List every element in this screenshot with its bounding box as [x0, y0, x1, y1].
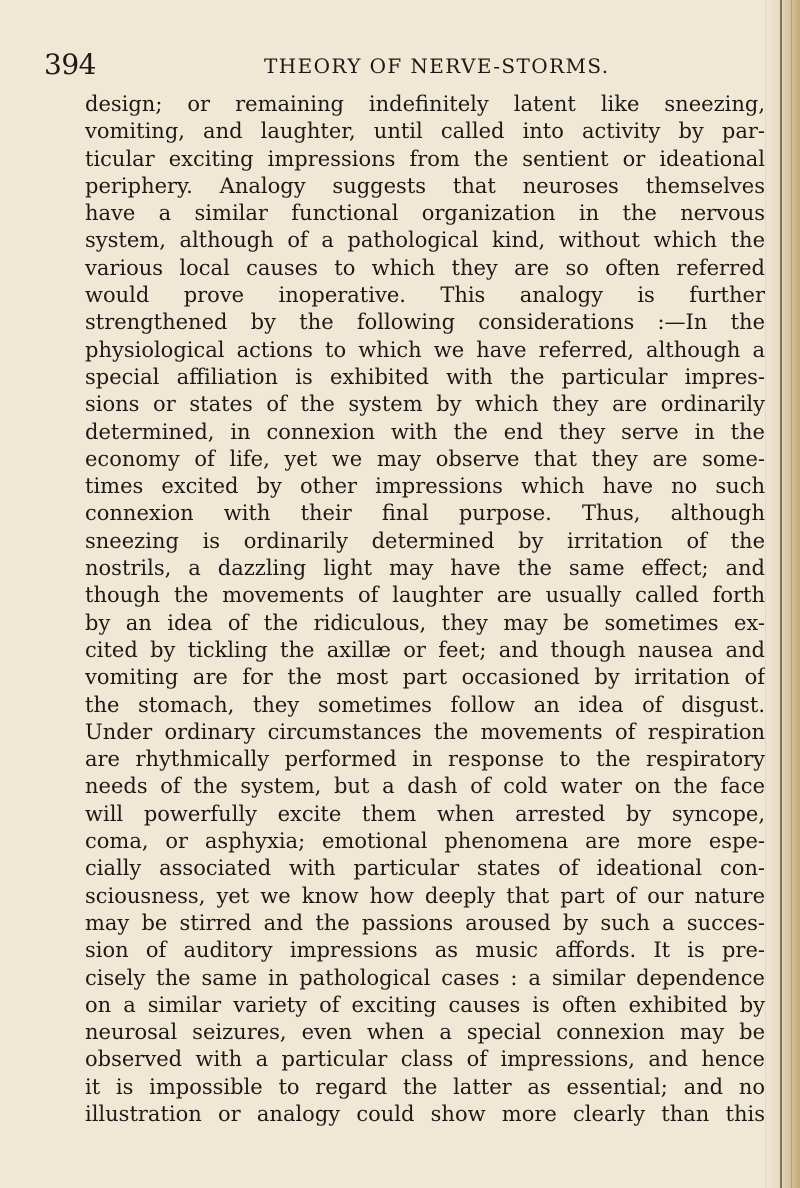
running-head	[44, 47, 724, 83]
text-line: the stomach, they sometimes follow an idea of disgust.	[85, 692, 765, 717]
text-line: cially associated with particular states of ideational con-	[85, 856, 765, 881]
text-line: are rhythmically performed in response to the respiratory	[85, 747, 765, 772]
text-line: sions or states of the system by which they are ordinarily	[85, 392, 765, 417]
text-line: on a similar variety of exciting causes is often exhibited by	[85, 992, 765, 1017]
text-line: though the movements of laughter are usually called forth	[85, 583, 765, 608]
text-line: sion of auditory impressions as music affords. It is pre-	[85, 938, 765, 963]
text-line: by an idea of the ridiculous, they may be sometimes ex-	[85, 610, 765, 635]
text-line: coma, or asphyxia; emotional phenomena are more espe-	[85, 829, 765, 854]
text-line: needs of the system, but a dash of cold water on the face	[85, 774, 765, 799]
text-line: strengthened by the following considerations :—In the	[85, 310, 765, 335]
binding-shadow-line	[780, 0, 782, 1188]
text-line: Under ordinary circumstances the movements of respiration	[85, 719, 765, 744]
text-line: various local causes to which they are so often referred	[85, 255, 765, 280]
text-line: have a similar functional organization in the nervous	[85, 201, 765, 226]
text-line: observed with a particular class of impressions, and hence	[85, 1047, 765, 1072]
text-line: sneezing is ordinarily determined by irritation of the	[85, 528, 765, 553]
text-line: cited by tickling the axillæ or feet; and though nausea and	[85, 637, 765, 662]
binding-paper-line	[791, 0, 792, 1188]
text-line: it is impossible to regard the latter as essential; and no	[85, 1074, 765, 1099]
text-line: vomiting are for the most part occasioned by irritation of	[85, 665, 765, 690]
text-line: periphery. Analogy suggests that neuroses themselves	[85, 173, 765, 198]
text-line: economy of life, yet we may observe that they are some-	[85, 446, 765, 471]
text-line: sciousness, yet we know how deeply that part of our nature	[85, 883, 765, 908]
text-line: vomiting, and laughter, until called into activity by par-	[85, 119, 765, 144]
text-line: illustration or analogy could show more clearly than this	[85, 1101, 765, 1126]
text-line: ticular exciting impressions from the sentient or ideational	[85, 146, 765, 171]
text-line: special affiliation is exhibited with the particular impres-	[85, 364, 765, 389]
text-line: will powerfully excite them when arrested by syncope,	[85, 801, 765, 826]
text-line: would prove inoperative. This analogy is further	[85, 283, 765, 308]
text-line: physiological actions to which we have referred, although a	[85, 337, 765, 362]
text-line: nostrils, a dazzling light may have the same effect; and	[85, 556, 765, 581]
text-line: connexion with their final purpose. Thus, although	[85, 501, 765, 526]
text-line: times excited by other impressions which have no such	[85, 474, 765, 499]
text-line: design; or remaining indefinitely latent like sneezing,	[85, 92, 765, 116]
text-line: system, although of a pathological kind, without which the	[85, 228, 765, 253]
text-line: cisely the same in pathological cases : a similar dependence	[85, 965, 765, 990]
page-number: 394	[44, 48, 96, 81]
header-title: THEORY OF NERVE-STORMS.	[264, 54, 610, 78]
text-line: determined, in connexion with the end they serve in the	[85, 419, 765, 444]
body-text	[85, 91, 765, 1128]
text-line: neurosal seizures, even when a special connexion may be	[85, 1020, 765, 1045]
page-binding-edge	[765, 0, 800, 1188]
text-line: may be stirred and the passions aroused by such a succes-	[85, 910, 765, 935]
